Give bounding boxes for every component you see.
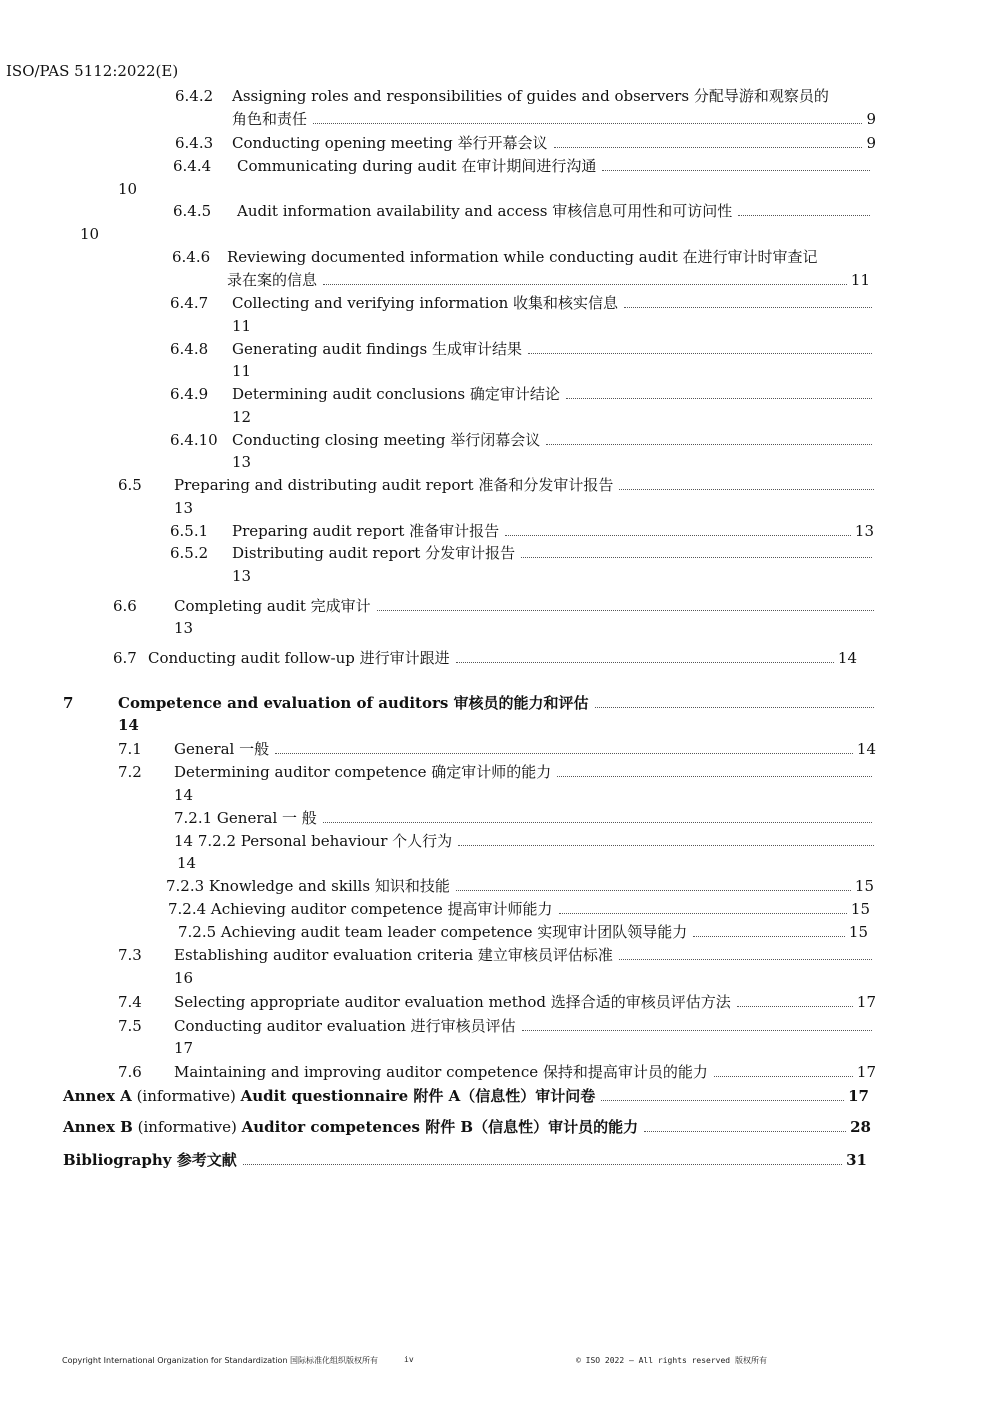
dot-leader bbox=[528, 352, 872, 354]
dot-leader bbox=[522, 1029, 872, 1031]
document-id-header: ISO/PAS 5112:2022(E) bbox=[6, 62, 179, 80]
toc-entry[interactable]: 6.4.8 Generating audit findings 生成审计结果 bbox=[170, 339, 876, 359]
toc-entry[interactable]: 7.3 Establishing auditor evaluation criteria 建立审核员评估标准 bbox=[118, 945, 876, 965]
toc-page-number: 13 bbox=[174, 619, 194, 637]
dot-leader bbox=[521, 556, 872, 558]
toc-entry-number: 6.4.6 bbox=[172, 248, 211, 266]
dot-leader bbox=[714, 1075, 853, 1077]
toc-entry[interactable]: 7.2 Determining auditor competence 确定审计师的能力 bbox=[118, 762, 876, 782]
dot-leader bbox=[559, 912, 847, 914]
dot-leader bbox=[456, 661, 834, 663]
dot-leader bbox=[619, 958, 872, 960]
toc-entry[interactable]: 6.4.3 Conducting opening meeting 举行开幕会议 9 bbox=[175, 134, 876, 152]
toc-entry-continuation[interactable]: 录在案的信息 11 bbox=[227, 271, 870, 289]
dot-leader bbox=[243, 1163, 842, 1165]
toc-entry-annex-b[interactable]: Annex B (informative) Auditor competences 附件 B（信息性）审计员的能力 28 bbox=[63, 1118, 871, 1136]
toc-entry[interactable]: 6.6 Completing audit 完成审计 bbox=[113, 596, 878, 616]
toc-entry[interactable]: 6.4.4 Communicating during audit 在审计期间进行沟通 bbox=[173, 156, 874, 176]
footer-copyright: Copyright International Organization for Standardization 国际标准化组织版权所有 bbox=[62, 1356, 379, 1365]
dot-leader bbox=[693, 935, 845, 937]
footer-page-number: iv bbox=[404, 1355, 414, 1364]
toc-entry-bibliography[interactable]: Bibliography 参考文献 31 bbox=[63, 1151, 867, 1169]
toc-page-number: 10 bbox=[80, 225, 100, 243]
dot-leader bbox=[738, 214, 870, 216]
dot-leader bbox=[456, 889, 851, 891]
toc-entry[interactable]: 6.5 Preparing and distributing audit report 准备和分发审计报告 bbox=[118, 475, 878, 495]
dot-leader bbox=[323, 283, 847, 285]
toc-page-number: 11 bbox=[232, 317, 252, 335]
toc-page-number: 17 bbox=[174, 1039, 194, 1057]
toc-page-number: 13 bbox=[232, 453, 252, 471]
toc-page-number: 11 bbox=[232, 362, 252, 380]
dot-leader bbox=[601, 1099, 844, 1101]
dot-leader bbox=[566, 397, 872, 399]
dot-leader bbox=[554, 146, 863, 148]
toc-entry-title[interactable]: Reviewing documented information while conducting audit 在进行审计时审查记 bbox=[227, 248, 818, 266]
dot-leader bbox=[377, 609, 874, 611]
toc-page-number: 12 bbox=[232, 408, 252, 426]
toc-page-number: 14 bbox=[118, 716, 139, 734]
dot-leader bbox=[602, 169, 870, 171]
dot-leader bbox=[644, 1130, 846, 1132]
toc-entry[interactable]: 7.4 Selecting appropriate auditor evaluation method 选择合适的审核员评估方法 17 bbox=[118, 993, 876, 1011]
toc-entry[interactable]: 7.2.1 General 一 般 bbox=[174, 808, 876, 828]
toc-entry-main[interactable]: 7 Competence and evaluation of auditors 审核员的能力和评估 bbox=[63, 693, 878, 713]
dot-leader bbox=[313, 122, 862, 124]
toc-entry[interactable]: 6.4.10 Conducting closing meeting 举行闭幕会议 bbox=[170, 430, 876, 450]
toc-entry-title[interactable]: Assigning roles and responsibilities of guides and observers 分配导游和观察员的 bbox=[232, 87, 829, 105]
dot-leader bbox=[323, 821, 872, 823]
dot-leader bbox=[458, 844, 874, 846]
dot-leader bbox=[619, 488, 874, 490]
toc-entry[interactable]: 6.4.9 Determining audit conclusions 确定审计结论 bbox=[170, 384, 876, 404]
toc-entry[interactable]: 7.5 Conducting auditor evaluation 进行审核员评估 bbox=[118, 1016, 876, 1036]
toc-entry[interactable]: 6.5.2 Distributing audit report 分发审计报告 bbox=[170, 543, 876, 563]
toc-entry[interactable]: 7.2.4 Achieving auditor competence 提高审计师能力 15 bbox=[168, 900, 870, 918]
toc-page-number: 9 bbox=[866, 110, 876, 128]
toc-entry[interactable]: 7.2.3 Knowledge and skills 知识和技能 15 bbox=[166, 877, 874, 895]
toc-page-number: 14 bbox=[177, 854, 197, 872]
toc-entry-annex-a[interactable]: Annex A (informative) Audit questionnaire 附件 A（信息性）审计问卷 17 bbox=[63, 1087, 869, 1105]
toc-entry[interactable]: 7.1 General 一般 14 bbox=[118, 740, 876, 758]
toc-page-number: 14 bbox=[174, 786, 194, 804]
dot-leader bbox=[546, 443, 872, 445]
toc-entry[interactable]: 7.2.5 Achieving audit team leader competence 实现审计团队领导能力 15 bbox=[178, 923, 868, 941]
dot-leader bbox=[737, 1005, 853, 1007]
dot-leader bbox=[624, 306, 872, 308]
dot-leader bbox=[557, 775, 872, 777]
toc-entry-number: 6.4.2 bbox=[175, 87, 214, 105]
toc-entry[interactable]: 7.6 Maintaining and improving auditor competence 保持和提高审计员的能力 17 bbox=[118, 1063, 876, 1081]
toc-entry[interactable]: 6.5.1 Preparing audit report 准备审计报告 13 bbox=[170, 522, 874, 540]
dot-leader bbox=[595, 706, 874, 708]
toc-entry-continuation[interactable]: 角色和责任 9 bbox=[232, 110, 876, 128]
toc-page-number: 13 bbox=[174, 499, 194, 517]
toc-entry[interactable]: 6.4.7 Collecting and verifying information 收集和核实信息 bbox=[170, 293, 876, 313]
toc-page-number: 10 bbox=[118, 180, 138, 198]
dot-leader bbox=[505, 534, 851, 536]
toc-entry[interactable]: 6.7 Conducting audit follow-up 进行审计跟进 14 bbox=[113, 649, 857, 667]
toc-entry[interactable]: 14 7.2.2 Personal behaviour 个人行为 bbox=[174, 831, 878, 851]
toc-entry[interactable]: 6.4.5 Audit information availability and access 审核信息可用性和可访问性 bbox=[173, 201, 874, 221]
footer-rights: © ISO 2022 – All rights reserved 版权所有 bbox=[576, 1356, 767, 1365]
dot-leader bbox=[275, 752, 853, 754]
toc-page-number: 16 bbox=[174, 969, 194, 987]
toc-page-number: 13 bbox=[232, 567, 252, 585]
